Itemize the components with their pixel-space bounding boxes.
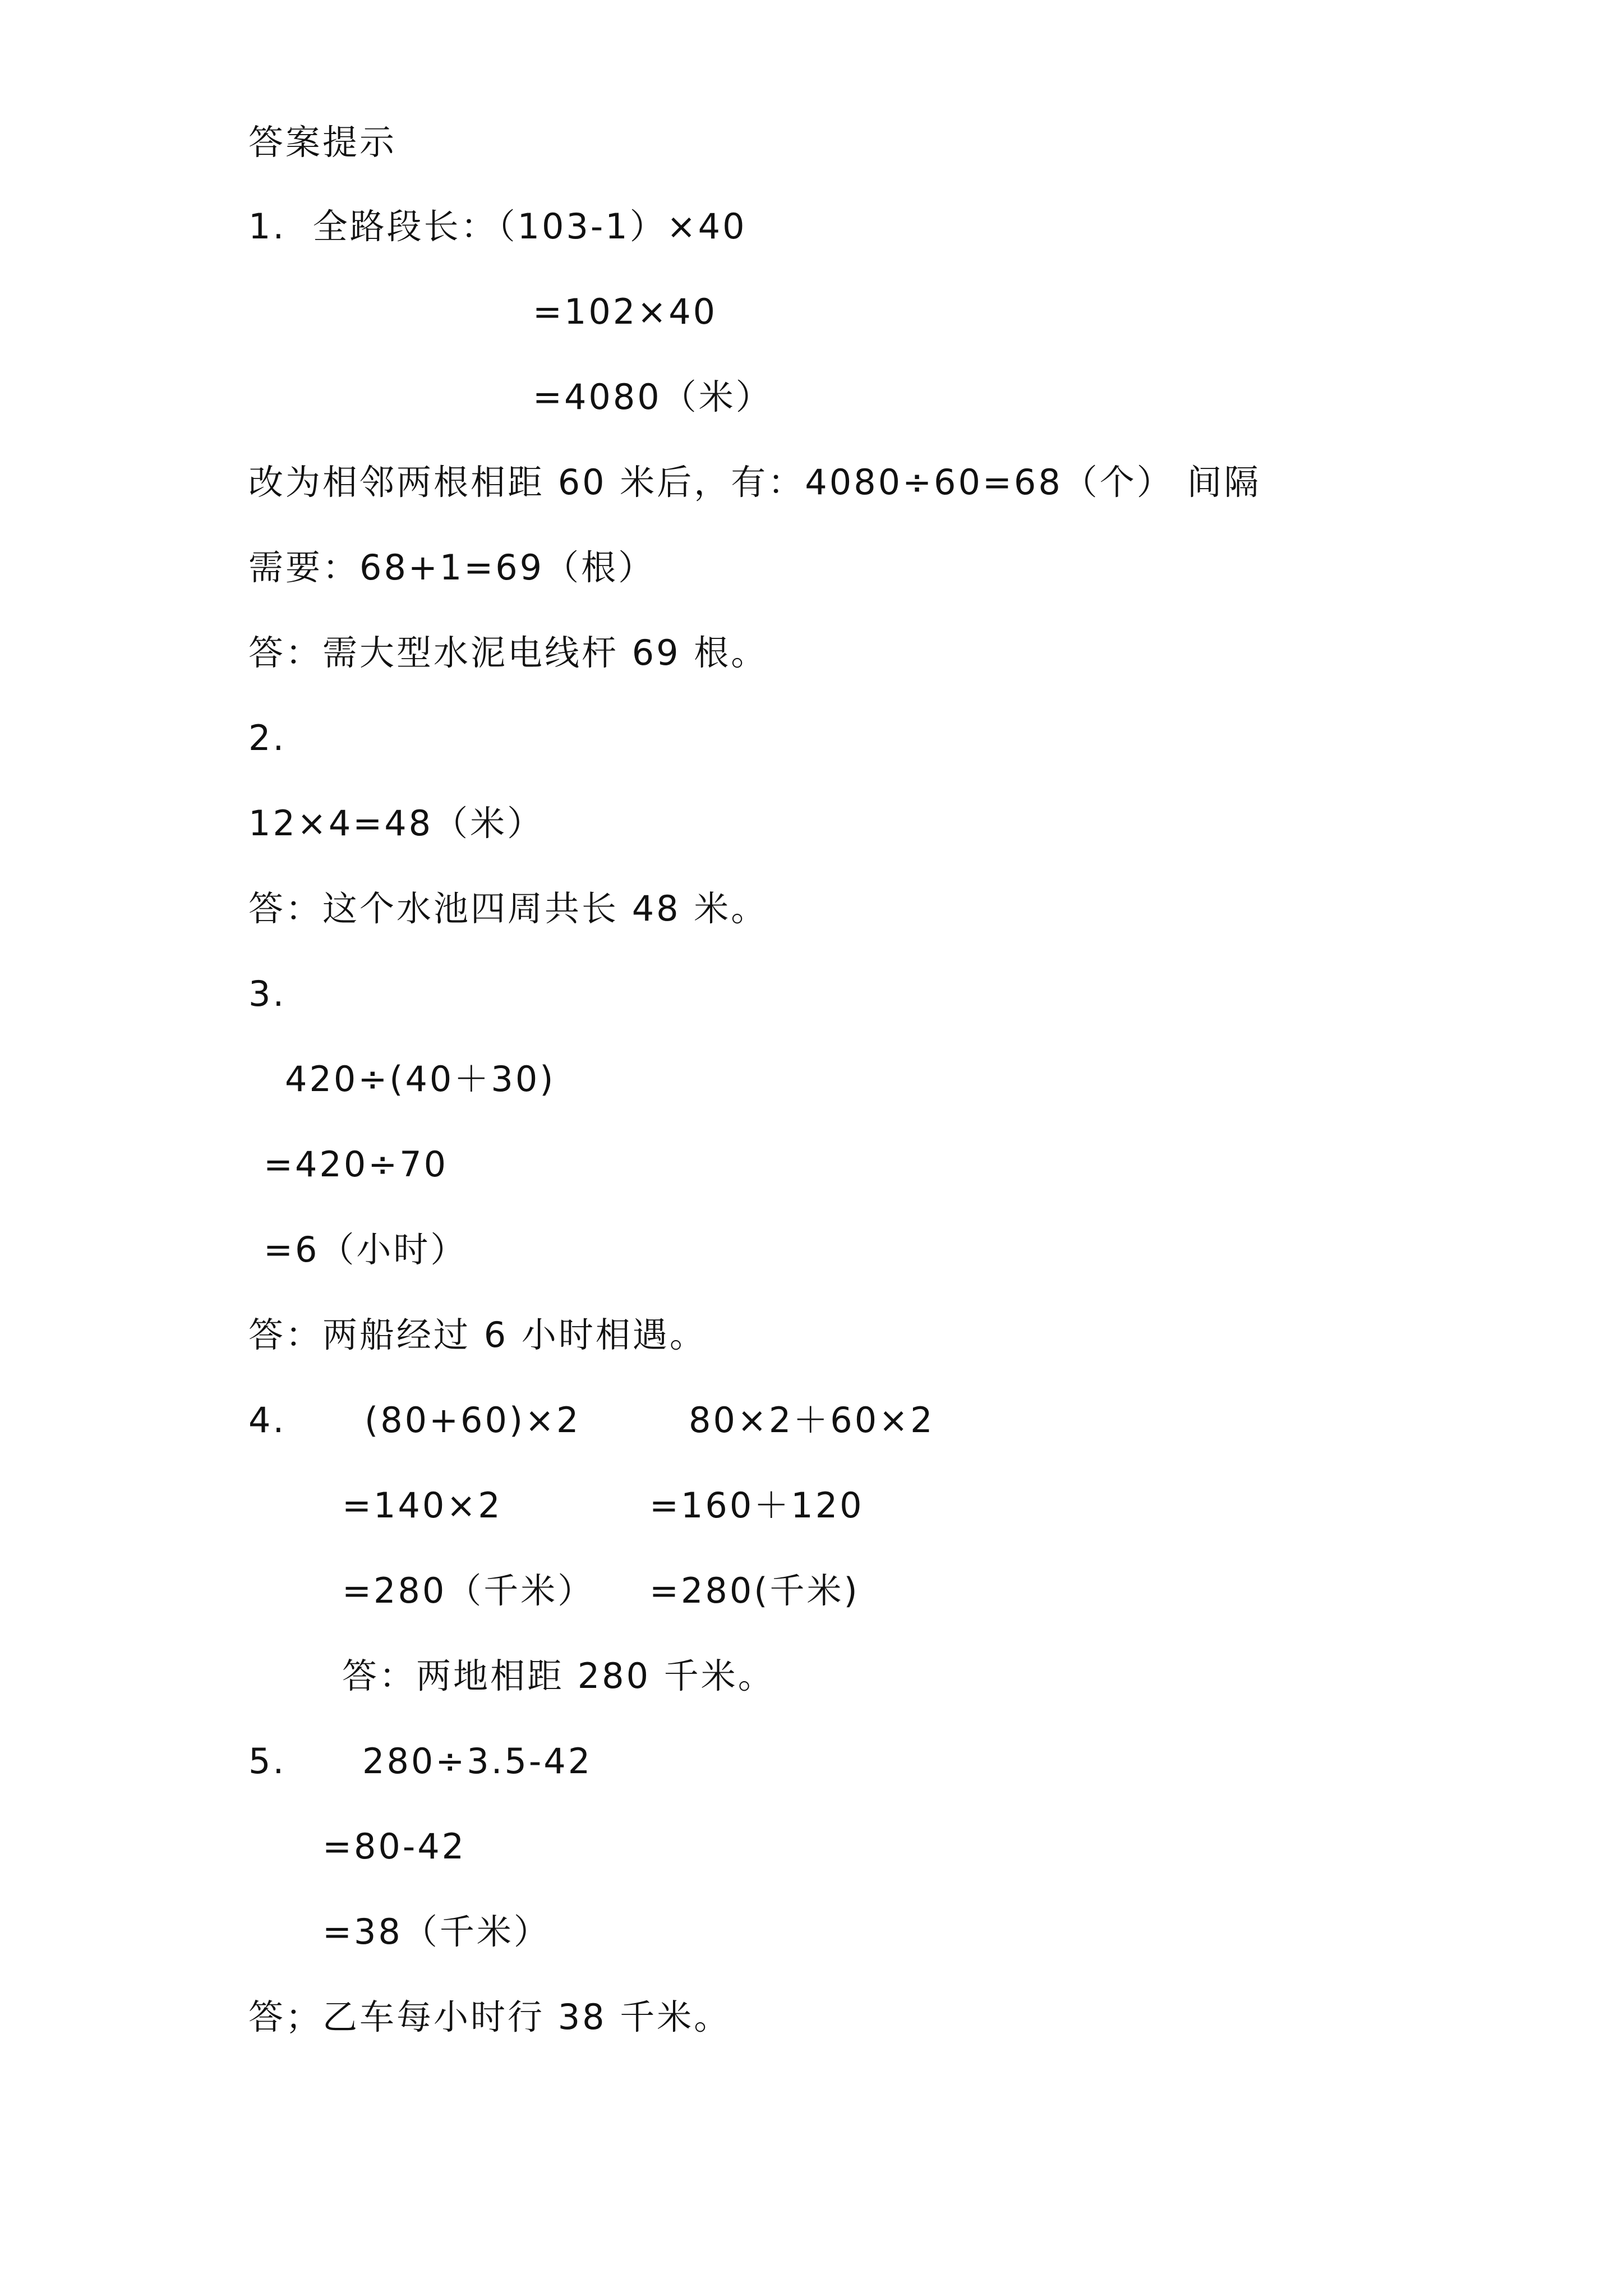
q1-line-3: =4080（米） [533, 376, 773, 417]
q4-method2-line-2: =160＋120 [649, 1485, 864, 1526]
q4-method1-line-3: =280（千米） [342, 1570, 595, 1611]
page-title: 答案提示 [248, 122, 397, 163]
q4-method2-line-1: 80×2＋60×2 [689, 1400, 935, 1441]
q3-line-3: =6（小时） [264, 1229, 468, 1270]
q4-number: 4. [248, 1400, 287, 1441]
q5-line-1: 280÷3.5-42 [362, 1741, 593, 1782]
q2-line-1: 12×4=48（米） [248, 803, 545, 844]
q1-answer: 答：需大型水泥电线杆 69 根。 [248, 632, 768, 673]
q5-line-3: =38（千米） [322, 1911, 551, 1952]
q4-method1-line-2: =140×2 [342, 1485, 502, 1526]
q5-number: 5. [248, 1741, 287, 1782]
q2-number: 2. [248, 717, 287, 758]
q3-answer: 答：两船经过 6 小时相遇。 [248, 1314, 707, 1355]
q3-line-1: 420÷(40＋30) [285, 1059, 556, 1099]
q5-answer: 答；乙车每小时行 38 千米。 [248, 1996, 731, 2037]
q4-method2-line-3: =280(千米) [649, 1570, 860, 1611]
q1-line-1: 1. 全路段长：（103-1）×40 [248, 206, 747, 247]
q4-method1-line-1: (80+60)×2 [365, 1400, 581, 1441]
q4-answer: 答：两地相距 280 千米。 [342, 1655, 775, 1696]
q1-line-5: 需要：68+1=69（根） [248, 547, 656, 588]
q1-line-4: 改为相邻两根相距 60 米后，有：4080÷60=68（个） 间隔 [248, 462, 1261, 503]
q3-number: 3. [248, 973, 287, 1014]
q5-line-2: =80-42 [322, 1826, 467, 1867]
q3-line-2: =420÷70 [264, 1144, 449, 1185]
q1-line-2: =102×40 [533, 291, 718, 332]
q2-answer: 答：这个水池四周共长 48 米。 [248, 888, 768, 929]
